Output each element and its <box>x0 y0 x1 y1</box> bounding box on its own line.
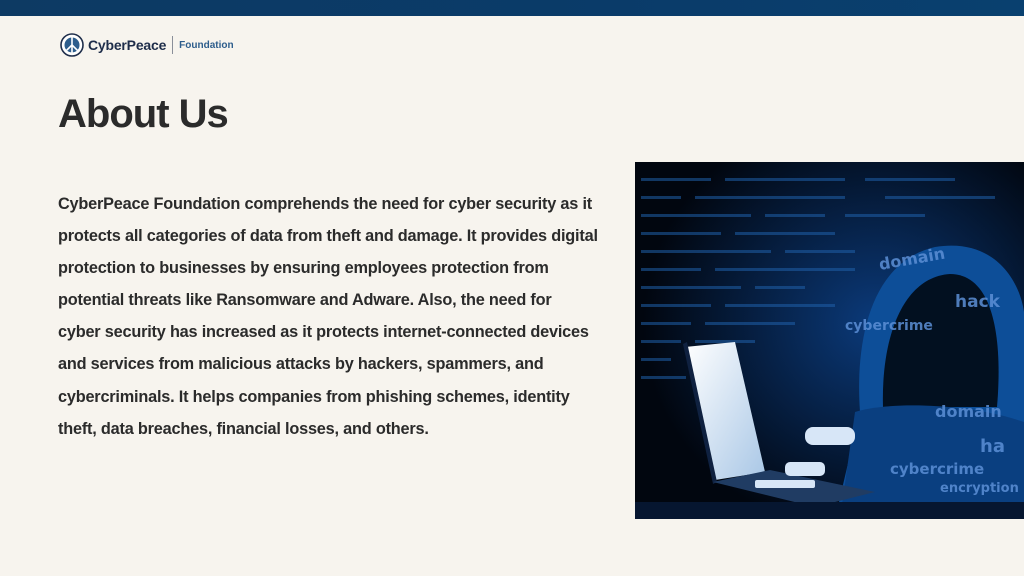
page-title: About Us <box>58 92 228 136</box>
header-bar <box>0 0 1024 16</box>
about-paragraph: CyberPeace Foundation comprehends the need for cyber security as it protects all categories of data from theft and damage. It provides digital protection to businesses by ensuring employees protection from potential threats like Ransomware and Adware. Also, the need for cyber security has increased as it protects internet-connected devices and services from malicious attacks by hackers, spammers, and cybercriminals. It helps companies from phishing schemes, identity theft, data breaches, financial losses, and others. <box>58 195 598 438</box>
logo-divider <box>172 36 173 54</box>
svg-text:ha: ha <box>980 436 1005 457</box>
logo-name: CyberPeace <box>88 37 167 53</box>
svg-text:hack: hack <box>955 292 1000 312</box>
svg-text:cybercrime: cybercrime <box>845 318 933 334</box>
hacker-photo <box>635 162 1024 519</box>
svg-text:encryption: encryption <box>940 481 1019 496</box>
svg-text:domain: domain <box>935 402 1002 421</box>
logo[interactable] <box>60 32 234 58</box>
cyberpeace-emblem-icon <box>60 33 84 57</box>
svg-text:cybercrime: cybercrime <box>890 460 985 478</box>
svg-text:domain: domain <box>877 243 947 274</box>
logo-subtitle: Foundation <box>179 39 234 51</box>
